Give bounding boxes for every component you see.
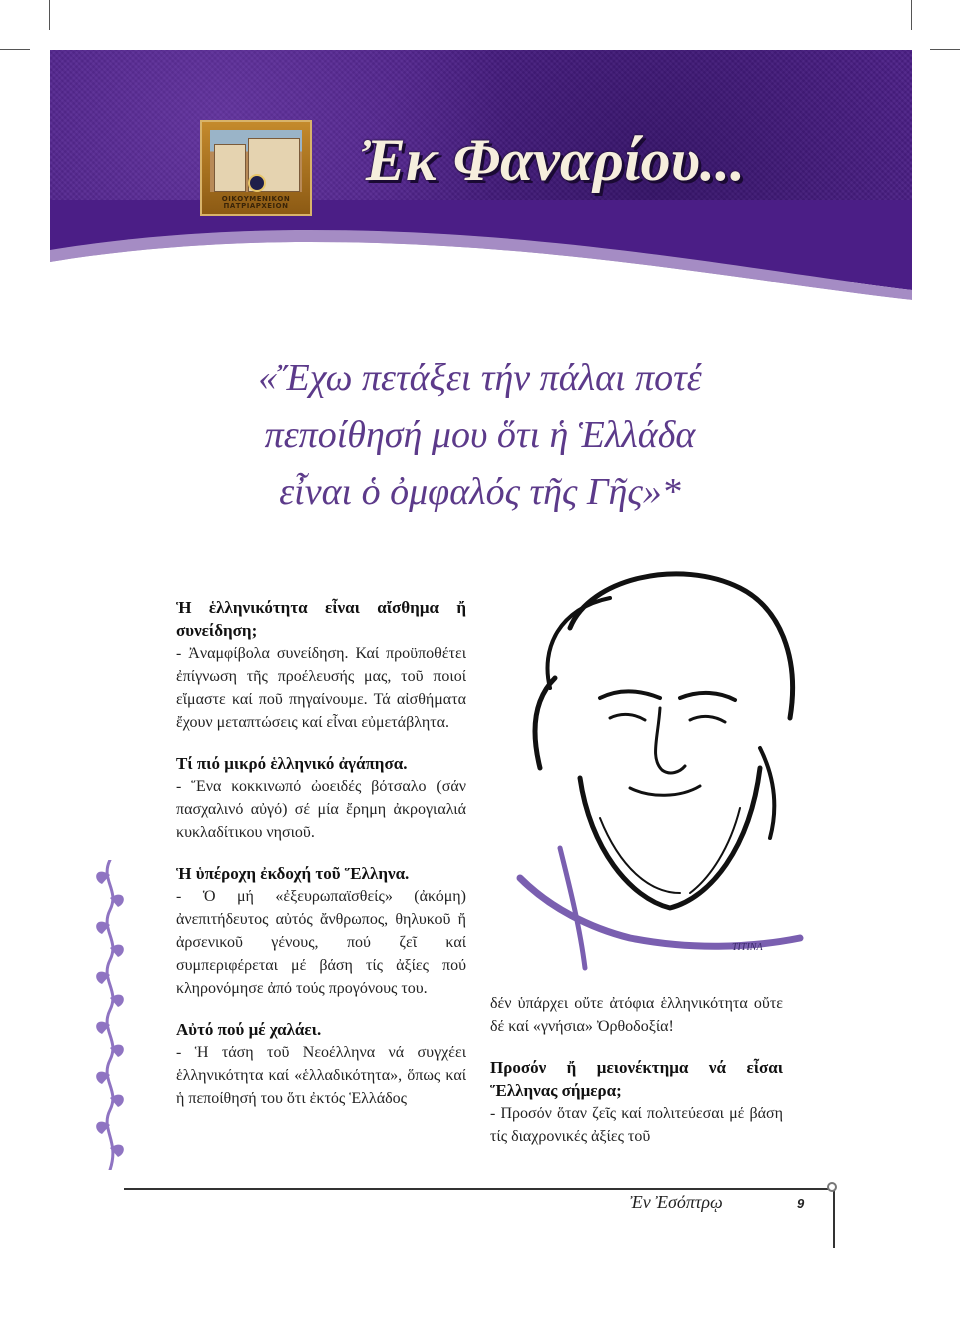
interview-answer: - Ἡ τάση τοῦ Νεοέλληνα νά συγχέει ἑλληνικότητα καί «ἑλλαδικότητα», ὅπως καί ἡ πεποίθησή του ὅτι ἐκτός Ἑλλάδος [176, 1044, 466, 1107]
article-title-line: πεποίθησή μου ὅτι ἡ Ἑλλάδα [264, 414, 696, 456]
article-title [140, 350, 820, 521]
footer-dot [827, 1182, 837, 1192]
vine-ornament [90, 860, 130, 1170]
patriarchate-logo [200, 120, 312, 216]
seal-icon [248, 174, 266, 192]
interview-question: Ἡ ὑπέροχη ἐκδοχή τοῦ Ἕλληνα. [176, 864, 410, 883]
crop-mark [930, 49, 960, 50]
left-column [176, 596, 466, 1110]
interview-answer: - Ὁ μή «ἐξευρωπαϊσθείς» (ἀκόμη) ἀνεπιτήδευτος αὐτός ἄνθρωπος, θηλυκοῦ ἤ ἀρσενικοῦ γένους, πού ζεῖ καί συμπεριφέρεται μέ βάση τίς ἀξίες πού κληρονόμησε ἀπό τούς προγόνους του. [176, 888, 466, 997]
footer-vertical-rule [833, 1188, 835, 1248]
crop-mark [49, 0, 50, 30]
article-title-line: «Ἔχω πετάξει τήν πάλαι ποτέ [258, 357, 702, 399]
section-masthead: Ἐκ Φαναρίου... [360, 127, 745, 193]
crop-mark [911, 0, 912, 30]
page-number: 9 [797, 1196, 805, 1211]
banner-wave [50, 200, 912, 300]
interview-question: Προσόν ἤ μειονέκτημα νά εἶσαι Ἕλληνας σήμερα; [490, 1058, 783, 1100]
portrait-sketch [510, 548, 808, 978]
crop-mark [0, 49, 30, 50]
interview-answer: δέν ὑπάρχει οὔτε ἀτόφια ἑλληνικότητα οὔτε δέ καί «γνήσια» Ὀρθοδοξία! [490, 995, 783, 1035]
artist-signature: ΤΙΤΙΝΑ [732, 942, 763, 953]
interview-answer: - Ἀναμφίβολα συνείδηση. Καί προϋποθέτει ἐπίγνωση τῆς προέλευσής μας, τοῦ ποιοί εἴμαστε καί ποῦ πηγαίνουμε. Τά αἰσθήματα ἔχουν μεταπτώσεις καί εἶναι εὐμετάβλητα. [176, 645, 466, 731]
magazine-name: Ἐν Ἐσόπτρῳ [630, 1192, 723, 1212]
article-title-line: εἶναι ὁ ὀμφαλός τῆς Γῆς»* [279, 471, 681, 513]
logo-label: ΟΙΚΟΥΜΕΝΙΚΟΝ ΠΑΤΡΙΑΡΧΕΙΟΝ [221, 195, 291, 210]
interview-answer: - Ἕνα κοκκινωπό ὠοειδές βότσαλο (σάν πασχαλινό αὐγό) σέ μία ἔρημη ἀκρογιαλιά κυκλαδίτικου νησιοῦ. [176, 778, 466, 841]
interview-question: Ἡ ἑλληνικότητα εἶναι αἴσθημα ἤ συνείδηση; [176, 598, 466, 640]
interview-question: Αὐτό πού μέ χαλάει. [176, 1020, 322, 1039]
right-column [490, 992, 783, 1148]
interview-answer: - Προσόν ὅταν ζεῖς καί πολιτεύεσαι μέ βάση τίς διαχρονικές ἀξίες τοῦ [490, 1105, 783, 1145]
interview-question: Τί πιό μικρό ἑλληνικό ἀγάπησα. [176, 754, 408, 773]
footer-rule [124, 1188, 834, 1190]
